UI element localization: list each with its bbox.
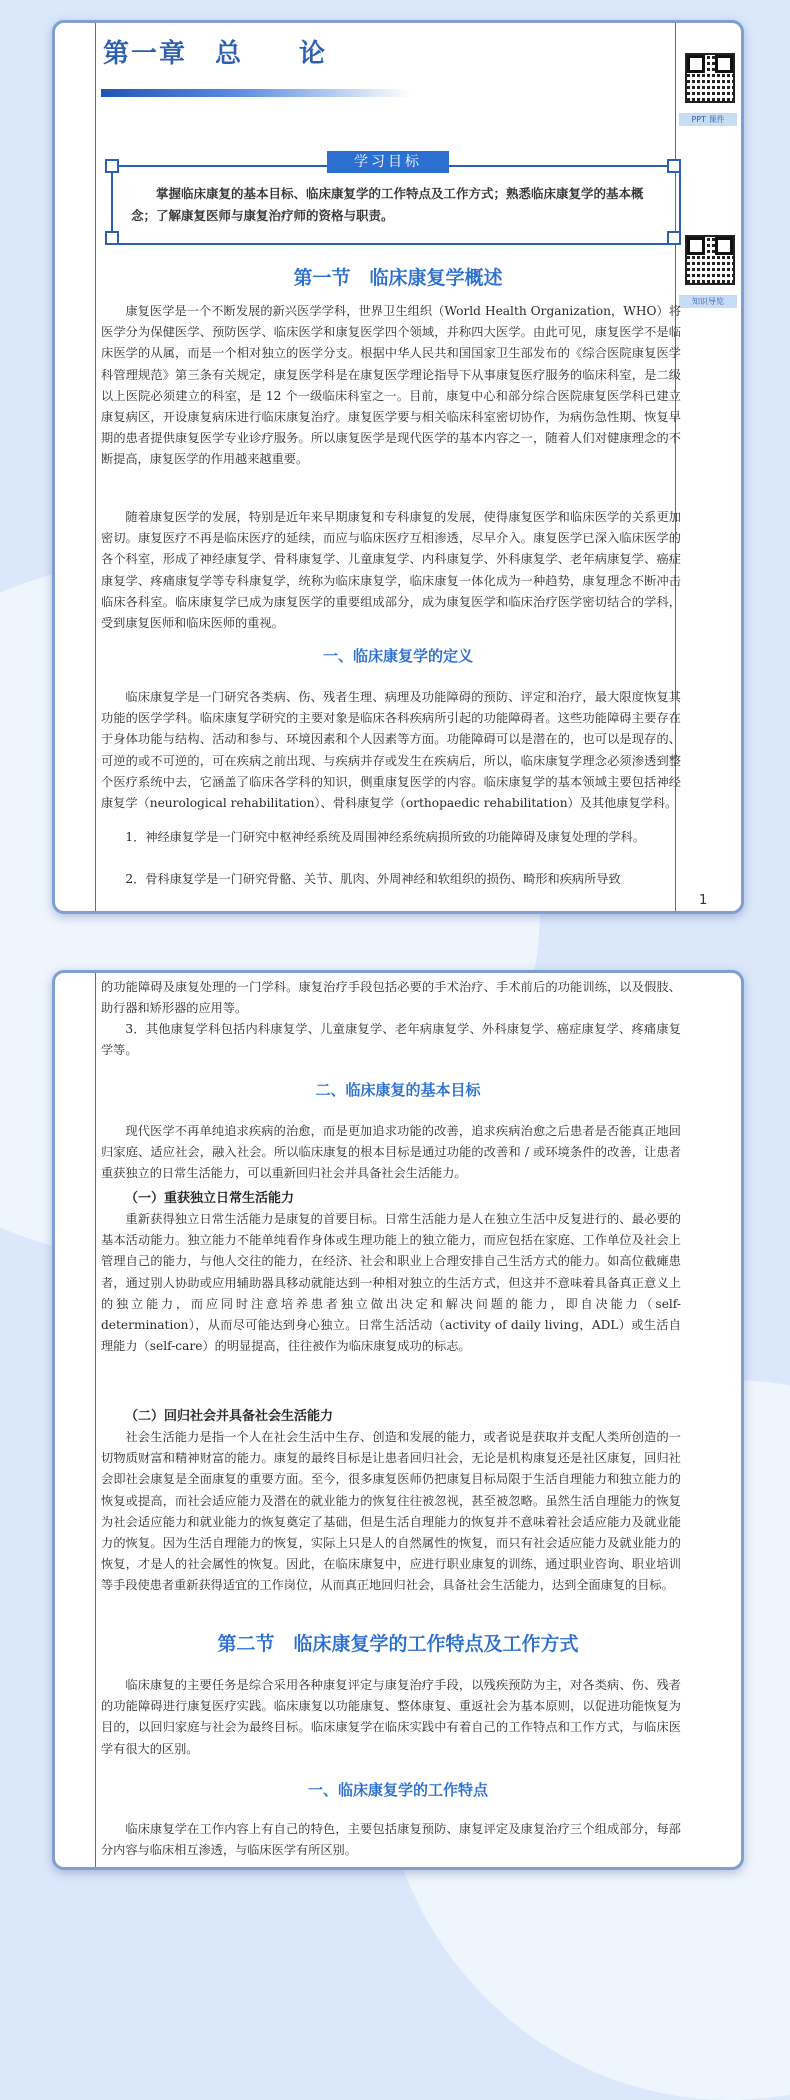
goal-box-corner	[105, 159, 119, 173]
knowledge-guide-label: 知识导览	[679, 295, 737, 308]
paragraph: 1．神经康复学是一门研究中枢神经系统及周围神经系统病损所致的功能障碍及康复处理的学科。	[125, 830, 646, 844]
section-1-title: 第一节 临床康复学概述	[293, 267, 503, 289]
ppt-courseware-label: PPT 课件	[679, 113, 737, 126]
document-page-1	[52, 20, 744, 914]
paragraph: 临床康复的主要任务是综合采用各种康复评定与康复治疗手段，以残疾预防为主，对各类病、伤、残者的功能障碍进行康复医疗实践。临床康复以功能康复、整体康复、重返社会为基本原则，以促进功能恢复为目的，以回归家庭与社会为最终目标。临床康复学在临床实践中有着自己的工作特点和工作方式，与临床医学有很大的区别。	[101, 1678, 681, 1756]
subsection-1-title: 一、临床康复学的定义	[322, 647, 473, 665]
page-number: 1	[699, 893, 708, 908]
section-2-title: 第二节 临床康复学的工作特点及工作方式	[217, 1633, 579, 1655]
paragraph: 2．骨科康复学是一门研究骨骼、关节、肌肉、外周神经和软组织的损伤、畸形和疾病所导致	[125, 872, 621, 886]
paragraph: 的功能障碍及康复处理的一门学科。康复治疗手段包括必要的手术治疗、手术前后的功能训练，以及假肢、助行器和矫形器的应用等。	[101, 980, 681, 1016]
paragraph: 临床康复学在工作内容上有自己的特色，主要包括康复预防、康复评定及康复治疗三个组成部分，每部分内容与临床相互渗透，与临床医学有所区别。	[101, 1822, 681, 1858]
learning-goals-title: 学习目标	[327, 151, 449, 173]
paragraph: 临床康复学是一门研究各类病、伤、残者生理、病理及功能障碍的预防、评定和治疗，最大限度恢复其功能的医学学科。临床康复学研究的主要对象是临床各科疾病所引起的功能障碍者。这些功能障碍主要存在于身体功能与结构、活动和参与、环境因素和个人因素等方面。功能障碍可以是潜在的，也可以是现存的、可逆的或不可逆的，可在疾病之前出现、与疾病并存或发生在疾病后，所以，临床康复学理念必须渗透到整个医疗系统中去，它涵盖了临床各学科的知识，侧重康复医学的内容。临床康复学的基本领域主要包括神经康复学（neurological rehabilitation）、骨科康复学（orthopaedic rehabilitation）及其他康复学科。	[101, 690, 681, 811]
heading-goal-2: （二）回归社会并具备社会生活能力	[125, 1409, 334, 1424]
document-page-2	[52, 970, 744, 1870]
goal-box-corner	[667, 159, 681, 173]
subsection-2-title: 二、临床康复的基本目标	[315, 1081, 481, 1099]
goal-box-corner	[105, 231, 119, 245]
chapter-underline	[101, 89, 411, 97]
paragraph: 康复医学是一个不断发展的新兴医学学科，世界卫生组织（World Health Organization，WHO）将医学分为保健医学、预防医学、临床医学和康复医学四个领域，并称四大医学。由此可见，康复医学不是临床医学的从属，而是一个相对独立的医学分支。根据中华人民共和国国家卫生部发布的《综合医院康复医学科管理规范》第三条有关规定，康复医学科是在康复医学理论指导下从事康复医疗服务的临床科室，是二级以上医院必须建立的科室，是 12 个一级临床科室之一。目前，康复中心和部分综合医院康复医学科已建立康复病区，开设康复病床进行临床康复治疗。康复医学要与相关临床科室密切协作，为病伤急性期、恢复早期的患者提供康复医学专业诊疗服务。所以康复医学是现代医学的基本内容之一，随着人们对健康理念的不断提高，康复医学的作用越来越重要。	[101, 304, 681, 467]
ppt-qr-code-icon[interactable]	[685, 53, 735, 103]
paragraph: 社会生活能力是指一个人在社会生活中生存、创造和发展的能力，或者说是获取并支配人类所创造的一切物质财富和精神财富的能力。康复的最终目标是让患者回归社会，无论是机构康复还是社区康复，回归社会即社会康复是全面康复的重要方面。至今，很多康复医师仍把康复目标局限于生活自理能力和独立能力的恢复或提高，而社会适应能力及潜在的就业能力的恢复往往被忽视，甚至被忽略。虽然生活自理能力的恢复为社会适应能力和就业能力的恢复奠定了基础，但是生活自理能力的恢复并不意味着社会适应能力及就业能力的恢复。因为生活自理能力的恢复，实际上只是人的自然属性的恢复，而只有社会适应能力及就业能力的恢复，才是人的社会属性的恢复。因此，在临床康复中，应进行职业康复的训练，通过职业咨询、职业培训等手段使患者重新获得适宜的工作岗位，从而真正地回归社会，具备社会生活能力，达到全面康复的目标。	[101, 1430, 681, 1593]
goal-box-corner	[667, 231, 681, 245]
learning-goals-text: 掌握临床康复的基本目标、临床康复学的工作特点及工作方式；熟悉临床康复学的基本概念；了解康复医师与康复治疗师的资格与职责。	[131, 186, 644, 223]
heading-goal-1: （一）重获独立日常生活能力	[125, 1191, 295, 1206]
subsection-3-title: 一、临床康复学的工作特点	[307, 1781, 488, 1799]
paragraph: 随着康复医学的发展，特别是近年来早期康复和专科康复的发展，使得康复医学和临床医学的关系更加密切。康复医疗不再是临床医疗的延续，而应与临床医疗互相渗透，尽早介入。康复医学已深入临床医学的各个科室，形成了神经康复学、骨科康复学、儿童康复学、内科康复学、外科康复学、老年病康复学、癌症康复学、疼痛康复学等专科康复学，统称为临床康复学，临床康复一体化成为一种趋势，康复理念不断冲击临床各科室。临床康复学已成为康复医学的重要组成部分，成为康复医学和临床治疗医学密切结合的学科，受到康复医师和临床医师的重视。	[101, 510, 681, 631]
paragraph: 重新获得独立日常生活能力是康复的首要目标。日常生活能力是人在独立生活中反复进行的、最必要的基本活动能力。独立能力不能单纯看作身体或生理功能上的独立能力，而应包括在家庭、工作单位及社会上管理自己的能力，与他人交往的能力，在经济、社会和职业上合理安排自己生活方式的能力。如高位截瘫患者，通过别人协助或应用辅助器具移动就能达到一种相对独立的生活方式，但这并不意味着具备真正意义上的独立能力，而应同时注意培养患者独立做出决定和解决问题的能力，即自决能力（self-determination），从而尽可能达到身心独立。日常生活活动（activity of daily living，ADL）或生活自理能力（self-care）的明显提高，往往被作为临床康复成功的标志。	[101, 1212, 681, 1354]
chapter-title: 第一章 总 论	[103, 39, 328, 69]
paragraph: 现代医学不再单纯追求疾病的治愈，而是更加追求功能的改善，追求疾病治愈之后患者是否能真正地回归家庭、适应社会，融入社会。所以临床康复的根本目标是通过功能的改善和 / 或环境条件的改善，让患者重获独立的日常生活能力，可以重新回归社会并具备社会生活能力。	[101, 1124, 681, 1181]
margin-rule-left	[95, 973, 96, 1867]
paragraph: 3．其他康复学科包括内科康复学、儿童康复学、老年病康复学、外科康复学、癌症康复学、疼痛康复学等。	[101, 1022, 681, 1058]
margin-rule-left	[95, 23, 96, 911]
